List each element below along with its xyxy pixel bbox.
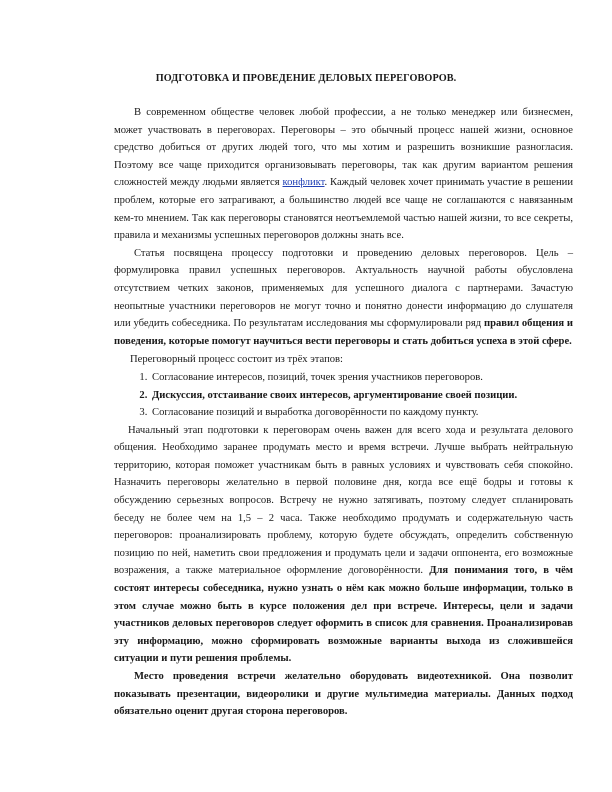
document-title: ПОДГОТОВКА И ПРОВЕДЕНИЕ ДЕЛОВЫХ ПЕРЕГОВОРОВ.	[155, 73, 457, 84]
paragraph-intro-text-end: . Каждый человек хочет принимать участие в решении проблем, которые его затрагивают, а большинство людей все чаще не соглашаются с навязанным кем-то мнением. Так как переговоры становятся неотъемлемой частью нашей жизни, то все секреты, правила и механизмы успешных переговоров должны знать все.	[114, 177, 574, 242]
paragraph-preparation-bold: Для понимания того, в чём состоят интересы собеседника, нужно узнать о нём как можно больше информации, только в этом случае можно быть в курсе положения дел при встрече. Интересы, цели и задачи участников деловых переговоров следует оформить в список для сравнения. Проанализировав эту информацию, можно сформировать возможные варианты выхода из сложившейся ситуации и пути решения проблемы.	[114, 565, 574, 665]
paragraph-venue: Место проведения встречи желательно оборудовать видеотехникой. Она позволит показывать презентации, видеоролики и другие мультимедиа материалы. Данных подход обязательно оценит другая сторона переговоров.	[114, 671, 573, 718]
stages-list	[114, 369, 573, 422]
conflict-link[interactable]: конфликт	[282, 177, 325, 189]
stages-intro: Переговорный процесс состоит из трёх этапов:	[130, 354, 343, 366]
paragraph-article-purpose	[114, 245, 573, 351]
document-body	[114, 104, 573, 721]
paragraph-intro	[114, 104, 573, 245]
paragraph-article-purpose-text: Статья посвящена процессу подготовки и проведению деловых переговоров. Цель – формулировка правил успешных переговоров. Актуальность научной работы обусловлена отсутствием четких законов, применяемых для успешного диалога с партнерами. Зачастую неопытные участники переговоров не могут точно и понятно донести информацию до слушателя или убедить собеседника. По результатам исследования мы сформулировали ряд	[114, 247, 573, 330]
paragraph-preparation	[114, 422, 573, 668]
paragraph-intro-text-start: В современном обществе человек любой профессии, а не только менеджер или бизнесмен, может участвовать в переговорах. Переговоры – это обычный процесс нашей жизни, основное средство добиться от других людей того, что мы хотим и разрешить возникшие разногласия. Поэтому все чаще приходится организовывать переговоры, так как другим вариантом решения сложностей между людьми является	[114, 107, 573, 189]
stage-item-2: 2. Дискуссия, отстаивание своих интересов, аргументирование своей позиции.	[150, 387, 573, 405]
stage-item-3: 3. Согласование позиций и выработка договорённости по каждому пункту.	[150, 404, 573, 422]
paragraph-article-purpose-bold: правил общения и поведения, которые помогут научиться вести переговоры и стать добиться успеха в этой сфере.	[114, 318, 574, 347]
stage-item-1: 1. Согласование интересов, позиций, точек зрения участников переговоров.	[150, 369, 573, 387]
paragraph-preparation-text: Начальный этап подготовки к переговорам очень важен для всего хода и результата делового общения. Необходимо заранее продумать место и время встречи. Лучше выбрать нейтральную территорию, которая поможет участникам быть в равных условиях и чувствовать себя спокойно. Назначить переговоры желательно в первой половине дня, когда все ещё бодры и готовы к обсуждению серьезных вопросов. Встречу не нужно затягивать, поэтому следует спланировать беседу не более чем на 1,5 – 2 часа. Также необходимо продумать и содержательную часть переговоров: проанализировать проблему, которую будете обсуждать, определить собственную позицию по ней, наметить свои предложения и продумать цели и задачи оппонента, его возможные возражения, а также материальное оформление договорённости.	[114, 424, 573, 577]
